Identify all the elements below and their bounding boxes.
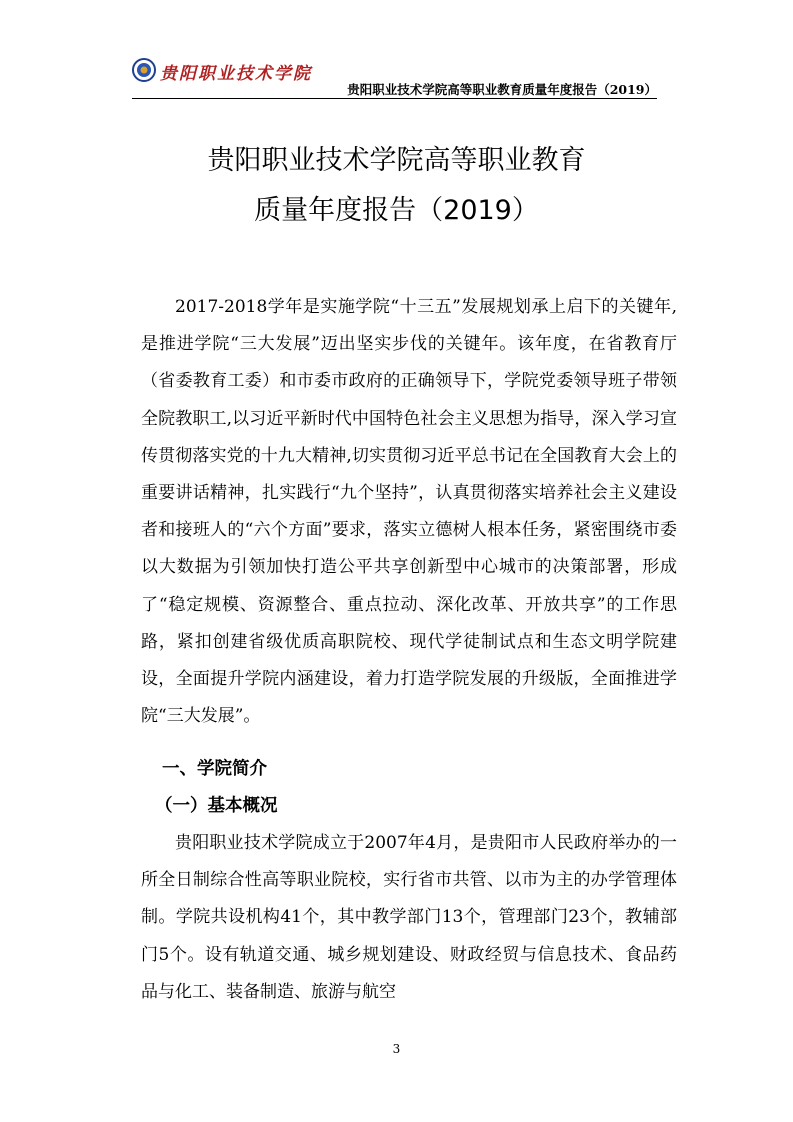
- running-header-title: 贵阳职业技术学院高等职业教育质量年度报告（2019）: [347, 82, 657, 97]
- college-logo-text: 贵阳职业技术学院: [160, 64, 312, 84]
- page-header: [132, 58, 657, 96]
- college-emblem-icon: [132, 58, 156, 82]
- section-heading: 一、学院简介: [162, 759, 267, 779]
- intro-paragraph: 2017-2018学年是实施学院“十三五”发展规划承上启下的关键年,是推进学院“三大发展”迈出坚实步伐的关键年。该年度，在省教育厅（省委教育工委）和市委市政府的正确领导下，学院党委领导班子带领全院教职工,以习近平新时代中国特色社会主义思想为指导，深入学习宣传贯彻落实党的十九大精神,切实贯彻习近平总书记在全国教育大会上的重要讲话精神，扎实践行“九个坚持”，认真贯彻落实培养社会主义建设者和接班人的“六个方面”要求，落实立德树人根本任务，紧密围绕市委以大数据为引领加快打造公平共享创新型中心城市的决策部署，形成了“稳定规模、资源整合、重点拉动、深化改革、开放共享”的工作思路，紧扣创建省级优质高职院校、现代学徒制试点和生态文明学院建设，全面提升学院内涵建设，着力打造学院发展的升级版，全面推进学院“三大发展”。: [141, 297, 677, 727]
- subsection-heading: （一）基本概况: [155, 796, 278, 816]
- document-title-line-1: 贵阳职业技术学院高等职业教育: [207, 145, 586, 176]
- overview-paragraph: 贵阳职业技术学院成立于2007年4月，是贵阳市人民政府举办的一所全日制综合性高等职业院校，实行省市共管、以市为主的办学管理体制。学院共设机构41个，其中教学部门13个，管理部门23个，教辅部门5个。设有轨道交通、城乡规划建设、财政经贸与信息技术、食品药品与化工、装备制造、旅游与航空: [141, 833, 677, 1002]
- page-number: 3: [392, 1042, 401, 1056]
- header-divider: [132, 98, 657, 99]
- document-title-line-2: 质量年度报告（2019）: [254, 195, 539, 226]
